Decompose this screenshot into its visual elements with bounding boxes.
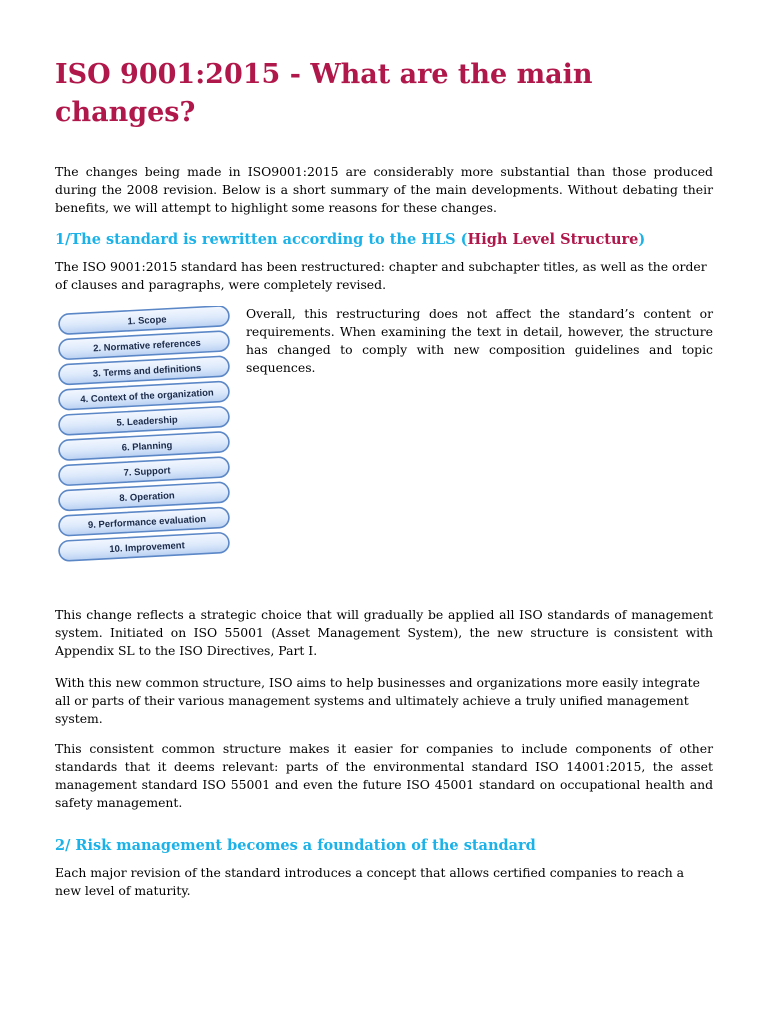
section-1-paragraph-1: The ISO 9001:2015 standard has been restructured: chapter and subchapter titles, as well as the order of clauses and paragraphs, were completely revised.: [55, 259, 707, 292]
section-2-paragraph-1: Each major revision of the standard introduces a concept that allows certified companies to reach a new level of maturity.: [55, 865, 685, 898]
section-1-heading-suffix: ): [638, 231, 646, 248]
hls-clause-label: 4. Context of the organization: [80, 387, 215, 406]
hls-clause-label: 3. Terms and definitions: [92, 362, 202, 380]
section-1-paragraph-2: This change reflects a strategic choice that will gradually be applied all ISO standards of management system. Initiated on ISO 55001 (Asset Management System), the new structure is consistent with Appendix SL to the ISO Directives, Part I.: [55, 607, 713, 658]
hls-clause-5: [59, 406, 230, 435]
hls-clause-label: 7. Support: [123, 465, 171, 479]
hls-clause-4: [59, 381, 230, 410]
hls-clause-1: [59, 306, 230, 334]
hls-clause-3: [59, 356, 230, 385]
hls-clause-2: [59, 331, 230, 360]
hls-clause-8: [59, 482, 230, 511]
intro-paragraph: The changes being made in ISO9001:2015 are considerably more substantial than those produced during the 2008 revision. Below is a short summary of the main developments. Without debating their benefits, we will attempt to highlight some reasons for these changes.: [55, 164, 713, 215]
hls-clause-10: [59, 532, 230, 561]
hls-clause-label: 10. Improvement: [109, 540, 186, 556]
hls-clause-7: [59, 457, 230, 486]
hls-clause-label: 5. Leadership: [116, 414, 178, 429]
section-1-heading-highlight: High Level Structure: [467, 231, 639, 248]
hls-clause-label: 6. Planning: [121, 440, 173, 454]
hls-clause-label: 9. Performance evaluation: [87, 513, 207, 532]
section-1-heading-prefix: 1/The standard is rewritten according to the HLS (: [55, 231, 468, 248]
hls-clause-9: [59, 507, 230, 536]
page-title: ISO 9001:2015 - What are the main changes?: [55, 59, 593, 128]
hls-clause-label: 1. Scope: [127, 314, 167, 328]
hls-structure-figure: [55, 306, 235, 581]
hls-clause-label: 2. Normative references: [92, 337, 202, 355]
section-1-paragraph-3: With this new common structure, ISO aims to help businesses and organizations more easily integrate all or parts of their various management systems and ultimately achieve a truly unified management system.: [55, 675, 700, 726]
section-1-side-paragraph: Overall, this restructuring does not affect the standard’s content or requirements. When examining the text in detail, however, the structure has changed to comply with new composition guidelines and topic sequences.: [246, 306, 713, 375]
section-1-paragraph-4: This consistent common structure makes it easier for companies to include components of other standards that it deems relevant: parts of the environmental standard ISO 14001:2015, the asset management standard ISO 55001 and even the future ISO 45001 standard on occupational health and safety management.: [55, 741, 713, 810]
section-2-heading: 2/ Risk management becomes a foundation of the standard: [55, 837, 536, 854]
section-1-heading: [55, 230, 715, 250]
hls-clause-6: [59, 432, 230, 461]
hls-clause-label: 8. Operation: [119, 490, 176, 505]
hls-clauses-graphic: [55, 306, 235, 581]
